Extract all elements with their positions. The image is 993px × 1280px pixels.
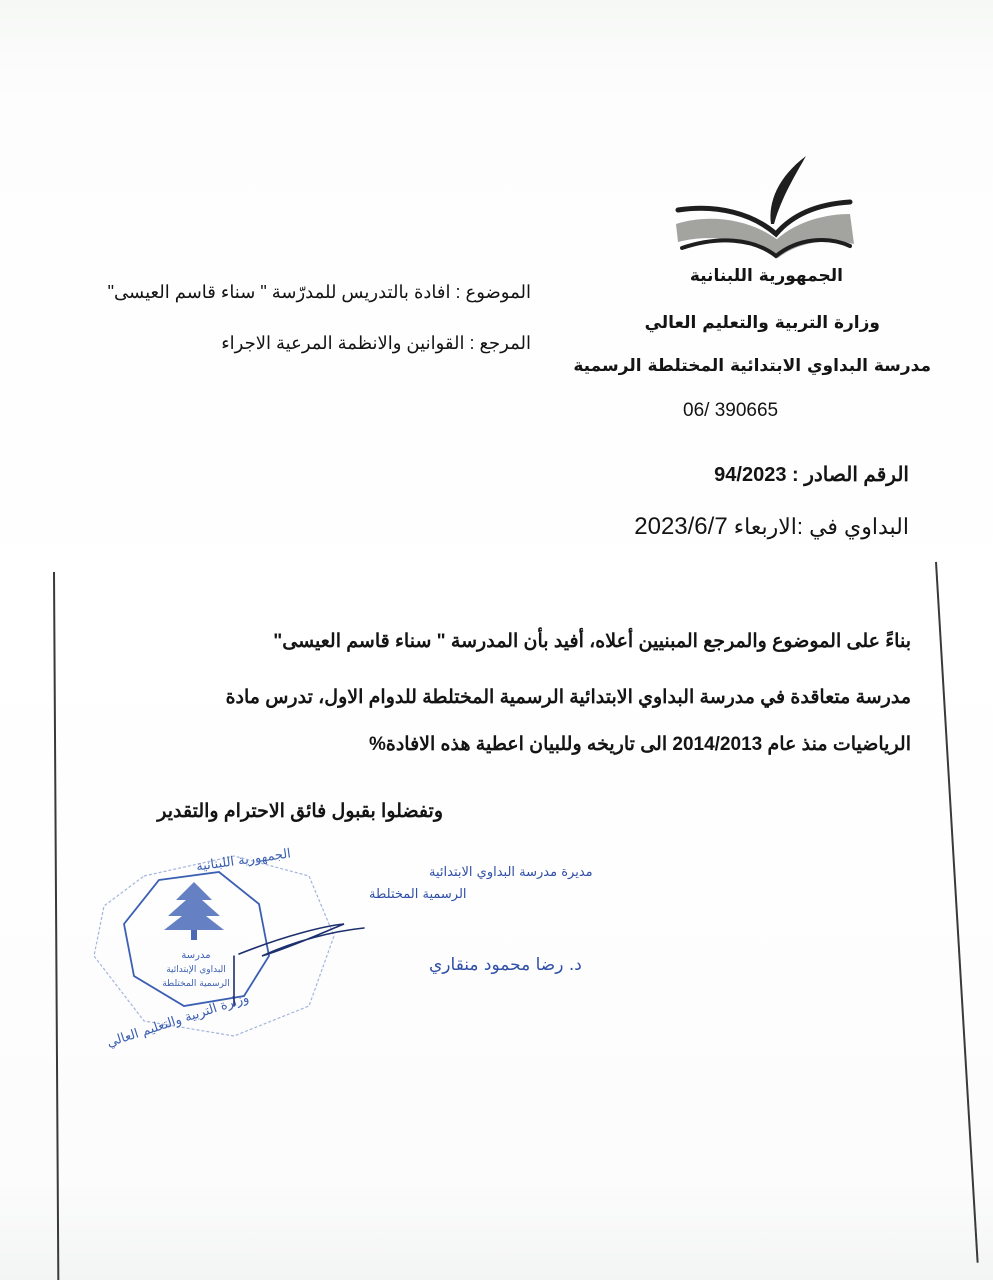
header-phone: 06/ 390665 [683,400,779,421]
body-year: 2014/2013 [672,734,763,755]
header-republic: الجمهورية اللبنانية [689,266,843,286]
signatory-title-1: مديرة مدرسة البداوي الابتدائية [429,865,593,880]
date-line [634,513,909,541]
body-line-1: بناءً على الموضوع والمرجع المبنيين أعلاه، أفيد بأن المدرسة " سناء قاسم العيسى" [273,631,911,652]
body-line-3 [369,733,911,756]
stamp-ring-top: الجمهورية اللبنانية [195,846,292,875]
header-school: مدرسة البداوي الابتدائية المختلطة الرسمية [573,356,931,376]
reference-number [714,462,909,487]
closing-line: وتفضلوا بقبول فائق الاحترام والتقدير [157,801,443,822]
reference-number-label: الرقم الصادر : [786,464,909,486]
date-value: 2023/6/7 [634,513,728,540]
body-line-3-end: الى تاريخه وللبيان اعطية هذه الافادة% [368,734,673,755]
stamp-center-line-2: البداوي الإبتدائية [166,965,226,975]
stamp-center-line-3: الرسمية المختلطة [162,979,230,989]
handwritten-signature [234,924,364,1006]
open-book-logo-icon [668,152,858,262]
body-line-3-start: الرياضيات منذ عام [762,734,911,755]
stamp-center-line-1: مدرسة [181,950,211,961]
header-ministry: وزارة التربية والتعليم العالي [644,313,880,333]
cedar-icon [164,882,224,940]
right-margin-line [935,562,979,1263]
subject-line: الموضوع : افادة بالتدريس للمدرّسة " سناء قاسم العيسى" [107,282,531,302]
left-margin-line [53,572,59,1280]
body-line-2: مدرسة متعاقدة في مدرسة البداوي الابتدائية الرسمية المختلطة للدوام الاول، تدرس مادة [225,687,911,708]
reference-line: المرجع : القوانين والانظمة المرعية الاجراء [221,333,531,353]
signatory-title-2: الرسمية المختلطة [369,887,467,902]
stamp-ring-bottom: وزارة التربية والتعليم العالي [105,990,251,1051]
official-stamp [84,846,593,1051]
reference-number-value: 94/2023 [714,464,787,486]
signatory-name: د. رضا محمود منقاري [429,955,582,975]
date-label: البداوي في :الاربعاء [727,514,909,539]
